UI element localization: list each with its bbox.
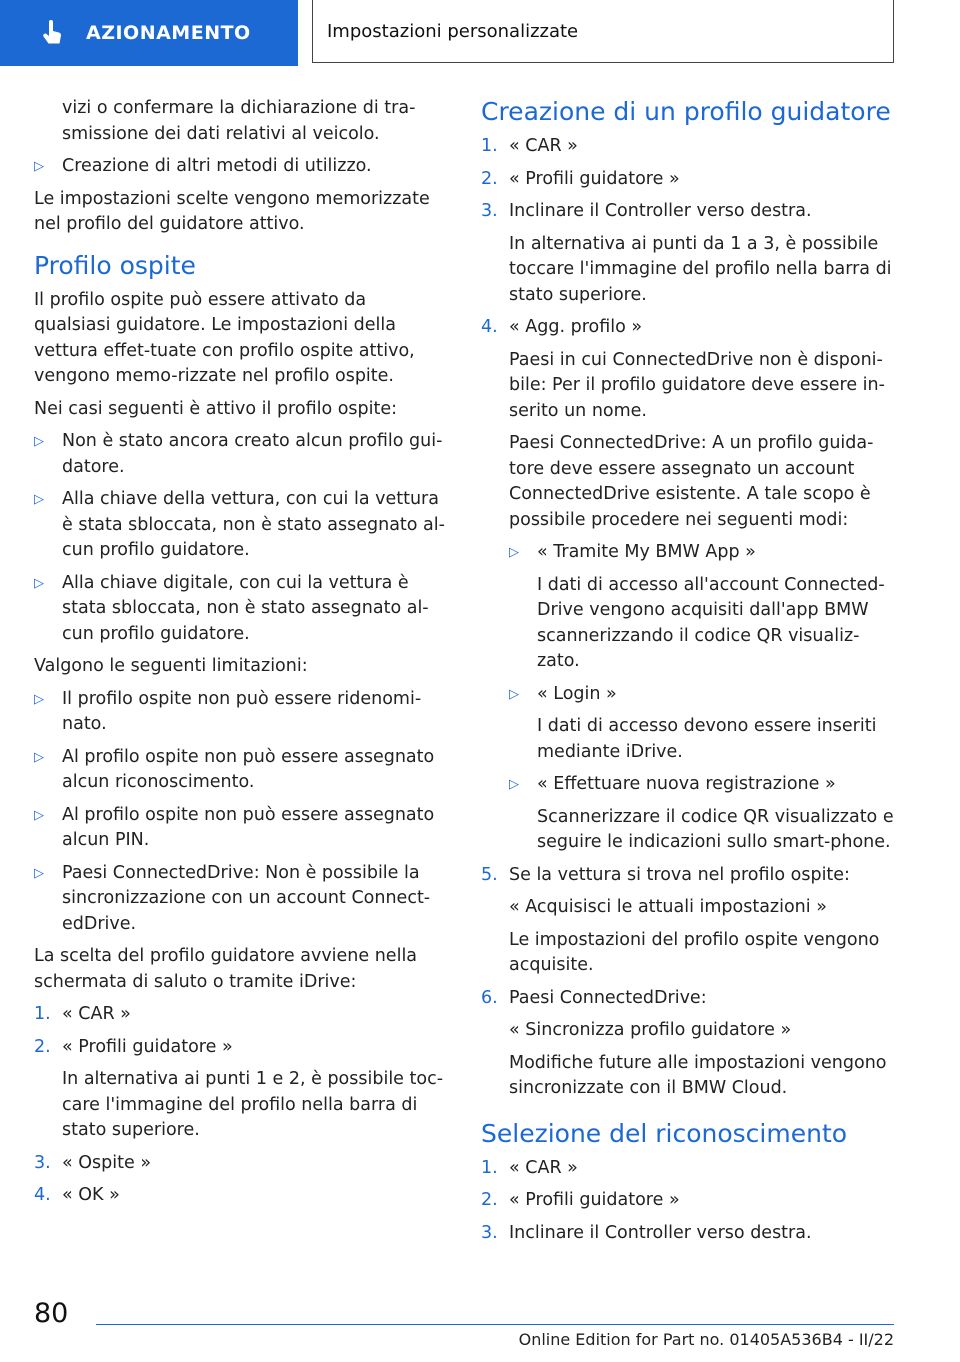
bullet-item: ▷ Alla chiave digitale, con cui la vettura è stata sbloccata, non è stato assegnato al-cun profilo guidatore.: [34, 571, 448, 648]
paragraph: Nei casi seguenti è attivo il profilo ospite:: [34, 398, 398, 419]
step-note: Paesi in cui ConnectedDrive non è disponi-bile: Per il profilo guidatore deve essere in-serito un nome.: [509, 349, 885, 421]
option-description: I dati di accesso devono essere inseriti mediante iDrive.: [537, 716, 877, 762]
section-label: AZIONAMENTO: [86, 22, 251, 44]
option-description: Scannerizzare il codice QR visualizzato e seguire le indicazioni sullo smart-phone.: [537, 806, 894, 852]
bullet-item: ▷ Al profilo ospite non può essere assegnato alcun riconoscimento.: [34, 745, 448, 796]
paragraph: La scelta del profilo guidatore avviene nella schermata di saluto o tramite iDrive:: [34, 946, 418, 992]
triangle-bullet-icon: ▷: [34, 807, 44, 823]
bullet-item: ▷ « Login »: [509, 682, 895, 708]
page-number: 80: [34, 1298, 69, 1329]
heading-create-profile: Creazione di un profilo guidatore: [481, 97, 891, 126]
step-item: 6. Paesi ConnectedDrive:: [481, 987, 707, 1008]
triangle-bullet-icon: ▷: [34, 691, 44, 707]
triangle-bullet-icon: ▷: [34, 492, 44, 507]
footer-divider: [96, 1324, 894, 1325]
triangle-bullet-icon: ▷: [34, 749, 44, 765]
triangle-bullet-icon: ▷: [34, 575, 44, 591]
step-item: 2. « Profili guidatore »: [34, 1036, 233, 1057]
bullet-item: ▷ Creazione di altri metodi di utilizzo.: [34, 154, 448, 180]
paragraph: Valgono le seguenti limitazioni:: [34, 656, 308, 676]
hand-pointer-icon: [40, 20, 66, 46]
step-note: In alternativa ai punti 1 e 2, è possibile toc-care l'immagine del profilo nella barra di stato superiore.: [62, 1069, 444, 1140]
step-item: 1. « CAR »: [34, 1004, 131, 1024]
step-note: « Sincronizza profilo guidatore »: [509, 1020, 792, 1040]
step-note: « Acquisisci le attuali impostazioni »: [509, 897, 827, 917]
options-list: [481, 540, 895, 856]
page-header: [0, 0, 960, 66]
step-item: 5. Se la vettura si trova nel profilo ospite:: [481, 864, 850, 885]
triangle-bullet-icon: ▷: [34, 434, 44, 449]
heading-guest-profile: Profilo ospite: [34, 250, 196, 280]
triangle-bullet-icon: ▷: [34, 159, 44, 174]
step-note: Paesi ConnectedDrive: A un profilo guida-tore deve essere assegnato un account ConnectedDrive esistente. A tale scopo è possibile procedere nei seguenti modi:: [509, 433, 874, 530]
paragraph: Il profilo ospite può essere attivato da qualsiasi guidatore. Le impostazioni della vettura effet-tuate con profilo ospite attivo, vengono memo-rizzate nel profilo ospite.: [34, 289, 415, 386]
step-item: 3. Inclinare il Controller verso destra.: [481, 1222, 812, 1243]
step-note: Modifiche future alle impostazioni vengono sincronizzate con il BMW Cloud.: [509, 1052, 887, 1098]
step-item: 1. « CAR »: [481, 136, 578, 156]
bullet-item: ▷ Alla chiave della vettura, con cui la vettura è stata sbloccata, non è stato assegnato al-cun profilo guidatore.: [34, 487, 448, 564]
heading-select-recognition: Selezione del riconoscimento: [481, 1118, 848, 1148]
step-note: In alternativa ai punti da 1 a 3, è possibile toccare l'immagine del profilo nella barra di stato superiore.: [509, 233, 892, 305]
triangle-bullet-icon: ▷: [509, 545, 519, 560]
bullet-item: ▷ Paesi ConnectedDrive: Non è possibile la sincronizzazione con un account Connect-edDrive.: [34, 861, 448, 938]
step-item: 2. « Profili guidatore »: [481, 168, 680, 189]
step-note: Le impostazioni del profilo ospite vengono acquisite.: [509, 929, 880, 975]
bullet-item: ▷ Al profilo ospite non può essere assegnato alcun PIN.: [34, 803, 448, 854]
option-description: I dati di accesso all'account Connected-Drive vengono acquisiti dall'app BMW scannerizzando il codice QR visualiz-zato.: [537, 574, 885, 671]
step-item: 2. « Profili guidatore »: [481, 1190, 680, 1210]
paragraph: vizi o confermare la dichiarazione di tra-smissione dei dati relativi al veicolo.: [62, 98, 416, 144]
triangle-bullet-icon: ▷: [509, 777, 519, 792]
step-item: 4. « OK »: [34, 1185, 120, 1205]
step-item: 4. « Agg. profilo »: [481, 317, 643, 337]
chapter-title-box: [312, 0, 894, 63]
step-item: 3. « Ospite »: [34, 1152, 152, 1173]
bullet-item: ▷ « Effettuare nuova registrazione »: [509, 772, 895, 798]
bullet-item: ▷ Il profilo ospite non può essere ridenomi-nato.: [34, 687, 448, 738]
left-column: [34, 96, 448, 1216]
step-item: 1. « CAR »: [481, 1157, 578, 1178]
bullet-item: ▷ « Tramite My BMW App »: [509, 540, 895, 566]
triangle-bullet-icon: ▷: [509, 686, 519, 702]
bullet-item: ▷ Non è stato ancora creato alcun profilo gui-datore.: [34, 429, 448, 480]
step-item: 3. Inclinare il Controller verso destra.: [481, 201, 812, 221]
triangle-bullet-icon: ▷: [34, 865, 44, 881]
section-tab: [0, 0, 298, 66]
chapter-title: Impostazioni personalizzate: [327, 20, 579, 42]
edition-note: Online Edition for Part no. 01405A536B4 - II/22: [518, 1330, 894, 1349]
paragraph: Le impostazioni scelte vengono memorizzate nel profilo del guidatore attivo.: [34, 188, 430, 234]
right-column: [481, 96, 895, 1253]
